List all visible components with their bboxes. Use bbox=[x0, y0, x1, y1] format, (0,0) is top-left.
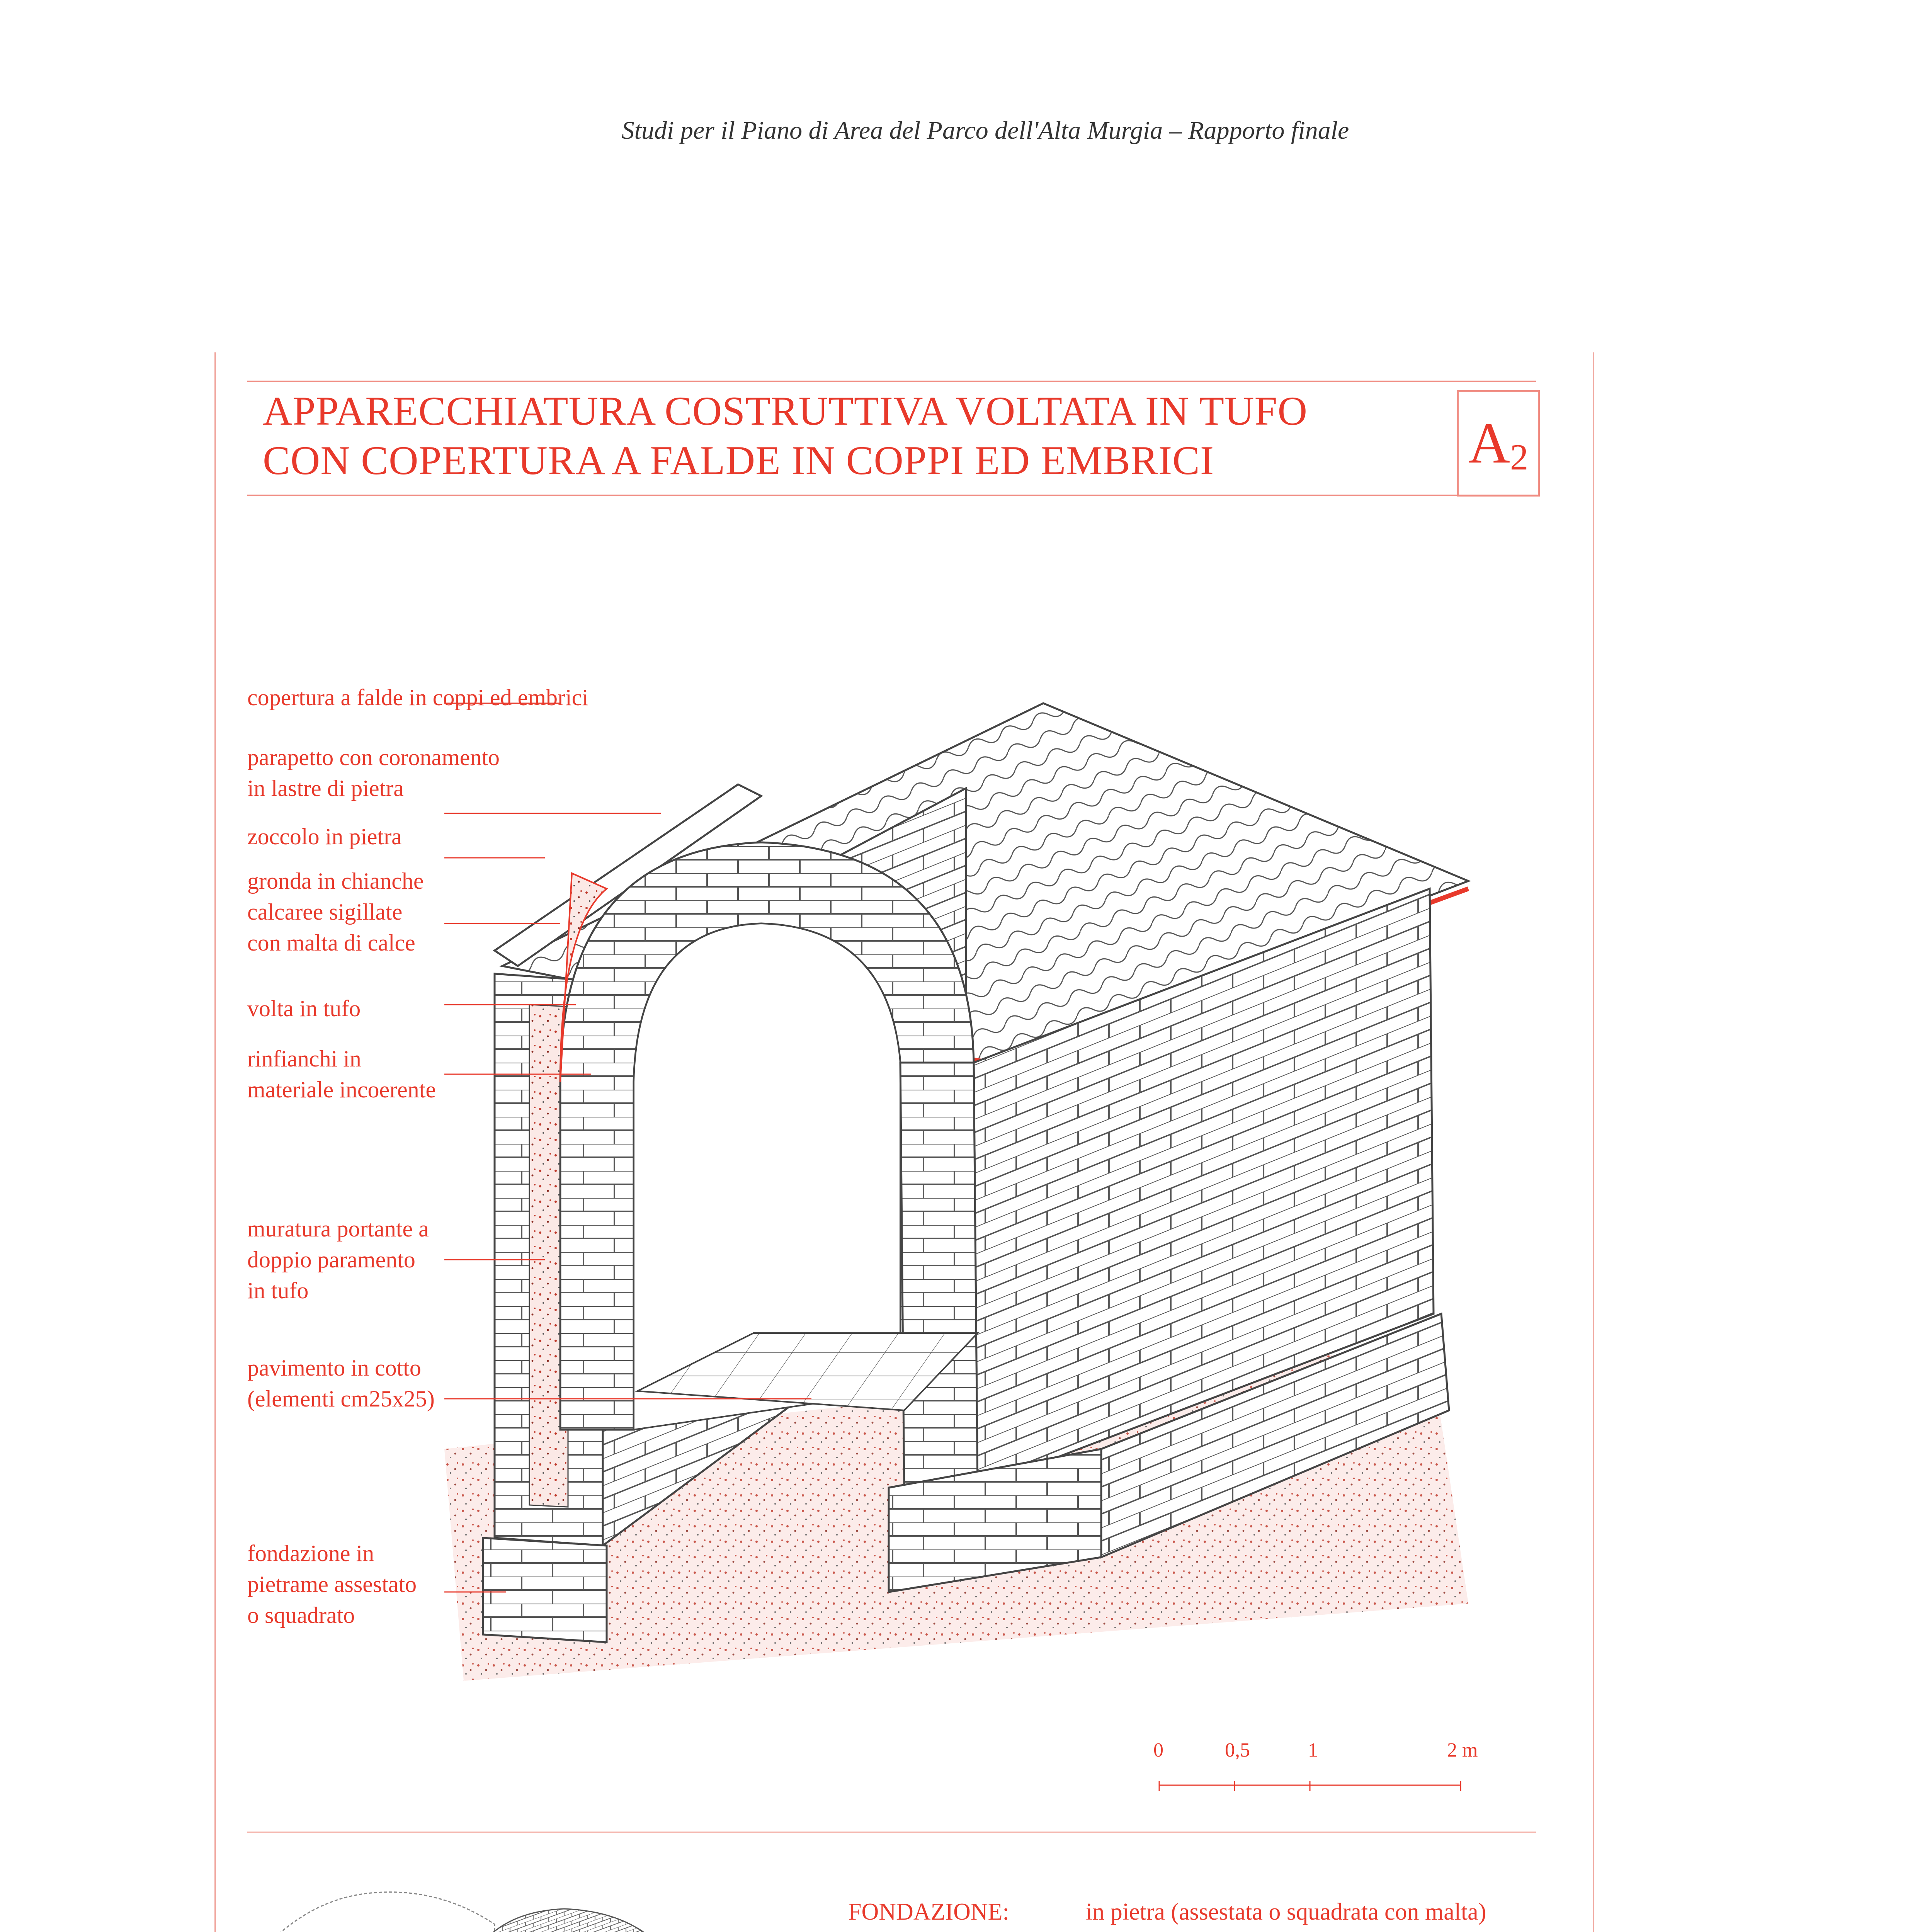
spec-key-muri-portanti bbox=[848, 1929, 1032, 1932]
label-muratura: muratura portante a doppio paramento in tufo bbox=[247, 1216, 429, 1303]
sheet-code-letter: A bbox=[1468, 411, 1510, 475]
scale-bar bbox=[1155, 1770, 1472, 1797]
scale-tick-0-5: 0,5 bbox=[1225, 1739, 1250, 1761]
label-parapetto: parapetto con coronamento in lastre di pietra bbox=[247, 745, 500, 801]
sheet-title-line-2: CON COPERTURA A FALDE IN COPPI ED EMBRICI bbox=[263, 438, 1214, 483]
sheet-title bbox=[263, 386, 1441, 485]
title-top-rule bbox=[247, 381, 1536, 382]
vault-schematic-sketch bbox=[243, 1878, 784, 1932]
scale-tick-1: 1 bbox=[1308, 1739, 1318, 1761]
sheet-code-number: 2 bbox=[1510, 437, 1529, 478]
scale-tick-0: 0 bbox=[1153, 1739, 1163, 1761]
label-zoccolo: zoccolo in pietra bbox=[247, 824, 402, 849]
label-gronda: gronda in chianche calcaree sigillate con malta di calce bbox=[247, 868, 424, 956]
label-volta: volta in tufo bbox=[247, 996, 361, 1021]
title-bottom-rule bbox=[247, 495, 1536, 496]
spec-value-fondazione: in pietra (assestata o squadrata con malta) bbox=[1086, 1899, 1486, 1925]
label-copertura: copertura a falde in coppi ed embrici bbox=[247, 685, 588, 710]
label-pavimento: pavimento in cotto (elementi cm25x25) bbox=[247, 1355, 435, 1412]
sheet-title-line-1: APPARECCHIATURA COSTRUTTIVA VOLTATA IN TUFO bbox=[263, 388, 1308, 434]
sheet-code bbox=[1457, 390, 1540, 497]
section-divider bbox=[247, 1832, 1536, 1833]
label-fondazione: fondazione in pietrame assestato o squadrato bbox=[247, 1541, 417, 1628]
label-rinfianchi: rinfianchi in materiale incoerente bbox=[247, 1046, 436, 1102]
scale-tick-2m: 2 m bbox=[1447, 1739, 1478, 1761]
vault-axonometric-drawing bbox=[444, 657, 1488, 1681]
spec-value-muri-portanti bbox=[1086, 1929, 1345, 1932]
running-header: Studi per il Piano di Area del Parco dell'Alta Murgia – Rapporto finale bbox=[621, 116, 1349, 145]
spec-key-fondazione: FONDAZIONE: bbox=[848, 1899, 1009, 1925]
